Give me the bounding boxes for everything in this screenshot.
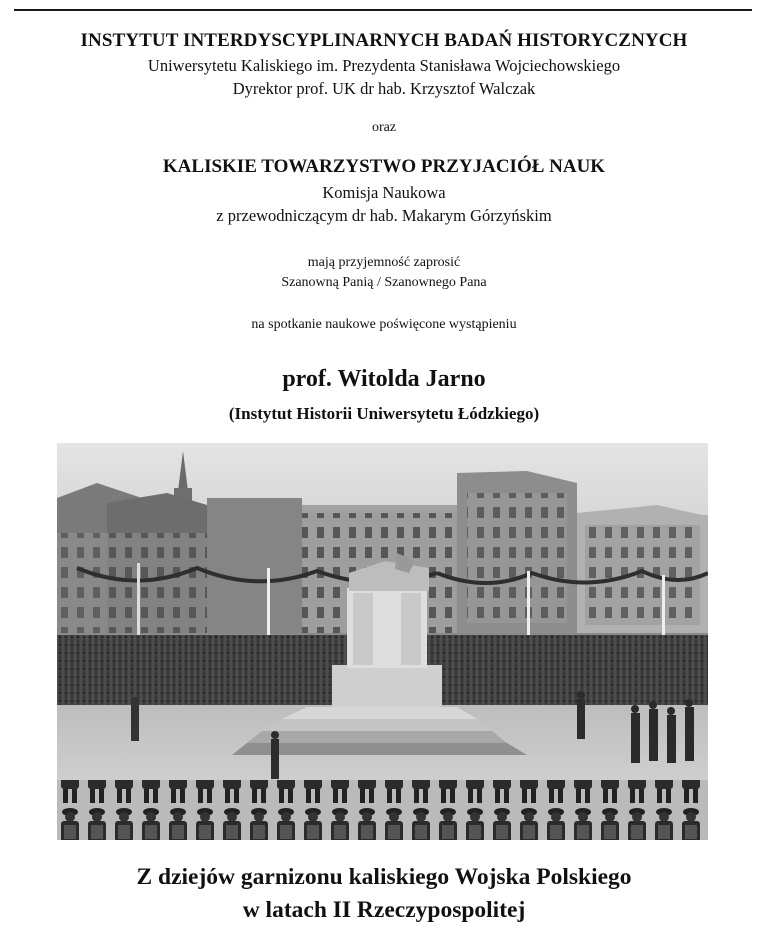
invitation-line-2: Szanowną Panią / Szanownego Pana — [281, 275, 487, 290]
invitation-line-3: na spotkanie naukowe poświęcone wystąpieniu — [251, 317, 517, 332]
speaker-name: prof. Witolda Jarno — [282, 366, 486, 392]
speaker-affiliation: (Instytut Historii Uniwersytetu Łódzkiego) — [228, 404, 540, 423]
lecture-title-line-1: Z dziejów garnizonu kaliskiego Wojska Polskiego — [136, 864, 632, 890]
chair-line: z przewodniczącym dr hab. Makarym Górzyńskim — [216, 206, 552, 225]
invitation-line-1: mają przyjemność zaprosić — [307, 255, 461, 270]
institute-name: INSTYTUT INTERDYSCYPLINARNYCH BADAŃ HISTORYCZNYCH — [80, 30, 688, 51]
top-rule — [14, 9, 752, 11]
commission-name: Komisja Naukowa — [322, 183, 446, 202]
society-name: KALISKIE TOWARZYSTWO PRZYJACIÓŁ NAUK — [162, 156, 606, 177]
historical-photo — [57, 443, 708, 840]
conjunction: oraz — [371, 120, 397, 135]
university-name: Uniwersytetu Kaliskiego im. Prezydenta Stanisława Wojciechowskiego — [147, 56, 621, 75]
lecture-title-line-2: w latach II Rzeczypospolitej — [242, 897, 526, 923]
director-line: Dyrektor prof. UK dr hab. Krzysztof Walczak — [232, 79, 536, 98]
